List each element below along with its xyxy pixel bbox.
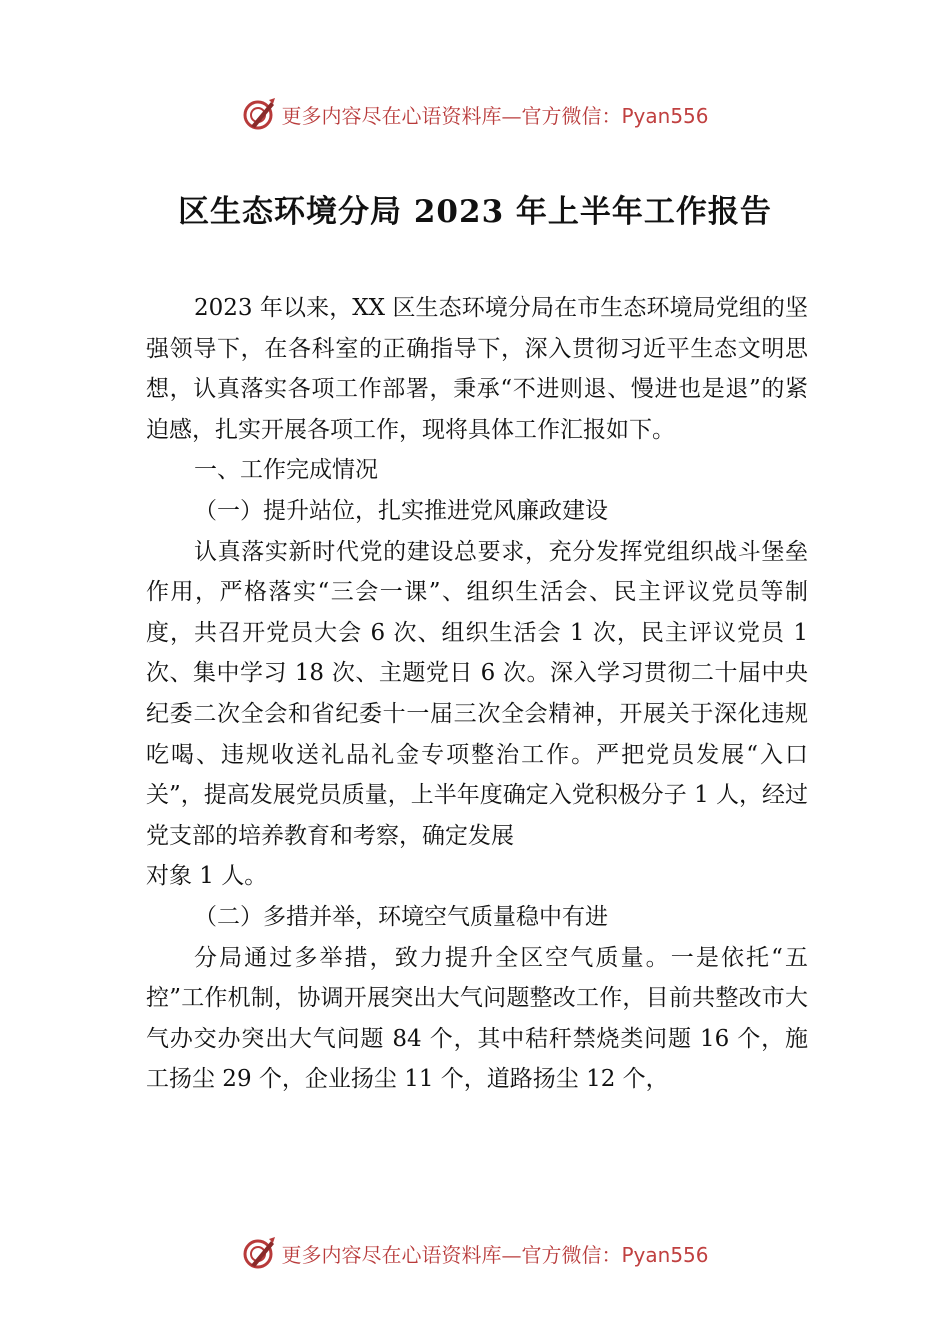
watermark-wechat-id: Pyan556 <box>621 103 709 128</box>
paragraph-air-quality: 分局通过多举措，致力提升全区空气质量。一是依托“五控”工作机制，协调开展突出大气问题整改工作，目前共整改市大气办交办突出大气问题 84 个，其中秸秆禁烧类问题 16 个，施工扬尘 29 个，企业扬尘 11 个，道路扬尘 12 个， <box>146 944 808 1093</box>
watermark-text: 更多内容尽在心语资料库—官方微信：Pyan556 <box>281 1242 709 1267</box>
watermark-logo-icon <box>241 96 277 132</box>
document-body <box>146 288 808 1100</box>
paragraph-continuation: 对象 1 人。 <box>146 863 268 890</box>
watermark-text: 更多内容尽在心语资料库—官方微信：Pyan556 <box>281 103 709 128</box>
watermark-logo-icon <box>241 1235 277 1271</box>
watermark-top <box>0 94 950 134</box>
watermark-bottom <box>0 1233 950 1273</box>
page-title: 区生态环境分局 2023 年上半年工作报告 <box>178 194 772 230</box>
paragraph-party-building: 认真落实新时代党的建设总要求，充分发挥党组织战斗堡垒作用，严格落实“三会一课”、组织生活会、民主评议党员等制度，共召开党员大会 6 次、组织生活会 1 次，民主评议党员 1 次、集中学习 18 次、主题党日 6 次。深入学习贯彻二十届中央纪委二次全会和省纪委十一届三次全会精神，开展关于深化违规吃喝、违规收送礼品礼金专项整治工作。严把党员发展“入口关”，提高发展党员质量，上半年度确定入党积极分子 1 人，经过党支部的培养教育和考察，确定发展 <box>146 538 809 849</box>
section-heading-1: 一、工作完成情况 <box>194 457 378 484</box>
watermark-wechat-id: Pyan556 <box>621 1242 709 1267</box>
subsection-heading-2: （二）多措并举，环境空气质量稳中有进 <box>194 903 608 930</box>
paragraph-intro: 2023 年以来，XX 区生态环境分局在市生态环境局党组的坚强领导下，在各科室的正确指导下，深入贯彻习近平生态文明思想，认真落实各项工作部署，秉承“不进则退、慢进也是退”的紧迫感，扎实开展各项工作，现将具体工作汇报如下。 <box>146 295 808 443</box>
subsection-heading-1: （一）提升站位，扎实推进党风廉政建设 <box>194 497 608 524</box>
